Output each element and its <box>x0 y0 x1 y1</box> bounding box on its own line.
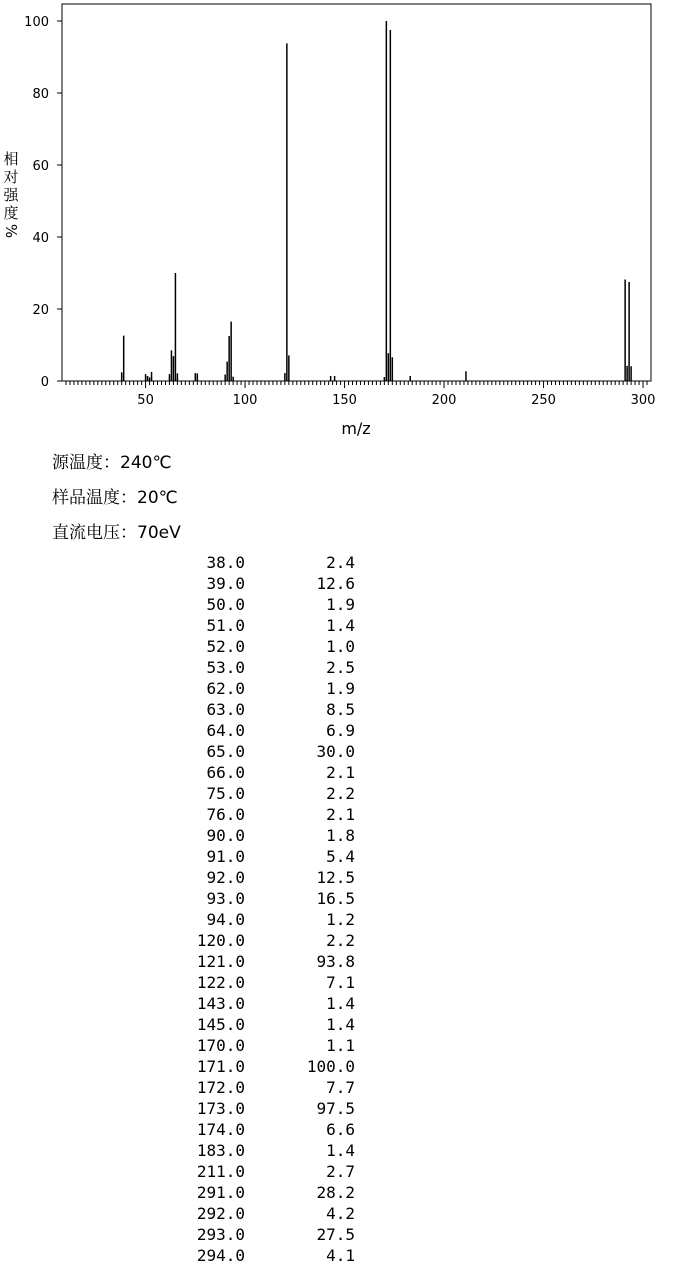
mz-value: 120.0 <box>196 931 245 950</box>
sample-temperature: 样品温度：20℃ <box>52 488 178 508</box>
abundance-value: 27.5 <box>316 1225 355 1244</box>
mz-value: 171.0 <box>196 1057 245 1076</box>
mz-value: 174.0 <box>196 1120 245 1139</box>
plot-frame <box>62 4 651 381</box>
mz-value: 92.0 <box>206 868 245 887</box>
x-axis-label: m/z <box>341 419 371 438</box>
x-tick-label: 100 <box>232 393 258 408</box>
mz-value: 65.0 <box>206 742 245 761</box>
mz-value: 122.0 <box>196 973 245 992</box>
table-row <box>150 1182 370 1203</box>
mz-value: 173.0 <box>196 1099 245 1118</box>
abundance-value: 2.4 <box>326 553 355 572</box>
mz-value: 91.0 <box>206 847 245 866</box>
mz-value: 170.0 <box>196 1036 245 1055</box>
table-row <box>150 573 370 594</box>
abundance-value: 4.1 <box>326 1246 355 1265</box>
y-axis-label-char: 强 <box>3 186 19 204</box>
table-row <box>150 762 370 783</box>
table-row <box>150 1056 370 1077</box>
abundance-value: 28.2 <box>316 1183 355 1202</box>
y-tick-label: 40 <box>32 231 49 246</box>
mz-value: 66.0 <box>206 763 245 782</box>
mz-value: 121.0 <box>196 952 245 971</box>
mz-value: 53.0 <box>206 658 245 677</box>
table-row <box>150 1203 370 1224</box>
table-row <box>150 825 370 846</box>
mz-value: 39.0 <box>206 574 245 593</box>
mz-value: 143.0 <box>196 994 245 1013</box>
table-row <box>150 951 370 972</box>
table-row <box>150 720 370 741</box>
abundance-value: 2.7 <box>326 1162 355 1181</box>
table-row <box>150 909 370 930</box>
table-row <box>150 1014 370 1035</box>
mz-value: 211.0 <box>196 1162 245 1181</box>
table-row <box>150 1161 370 1182</box>
abundance-value: 4.2 <box>326 1204 355 1223</box>
mz-value: 63.0 <box>206 700 245 719</box>
y-axis-label-percent: % <box>1 223 20 239</box>
table-row <box>150 699 370 720</box>
mz-value: 291.0 <box>196 1183 245 1202</box>
abundance-value: 7.1 <box>326 973 355 992</box>
table-row <box>150 594 370 615</box>
x-tick-label: 200 <box>431 393 457 408</box>
mz-value: 76.0 <box>206 805 245 824</box>
abundance-value: 30.0 <box>316 742 355 761</box>
table-row <box>150 972 370 993</box>
mz-value: 50.0 <box>206 595 245 614</box>
abundance-value: 1.4 <box>326 1015 355 1034</box>
table-row <box>150 804 370 825</box>
abundance-value: 1.2 <box>326 910 355 929</box>
y-tick-label: 100 <box>24 15 49 30</box>
abundance-value: 93.8 <box>316 952 355 971</box>
abundance-value: 1.8 <box>326 826 355 845</box>
mz-value: 51.0 <box>206 616 245 635</box>
mz-value: 62.0 <box>206 679 245 698</box>
abundance-value: 1.4 <box>326 616 355 635</box>
table-row <box>150 552 370 573</box>
abundance-value: 5.4 <box>326 847 355 866</box>
x-tick-label: 300 <box>630 393 656 408</box>
y-axis-label <box>0 150 22 240</box>
y-tick-label: 80 <box>32 87 49 102</box>
table-row <box>150 888 370 909</box>
table-row <box>150 615 370 636</box>
table-row <box>150 993 370 1014</box>
table-row <box>150 1224 370 1245</box>
abundance-value: 1.0 <box>326 637 355 656</box>
abundance-value: 7.7 <box>326 1078 355 1097</box>
table-row <box>150 867 370 888</box>
abundance-value: 2.1 <box>326 805 355 824</box>
mz-value: 293.0 <box>196 1225 245 1244</box>
y-tick-label: 60 <box>32 159 49 174</box>
table-row <box>150 1035 370 1056</box>
abundance-value: 2.1 <box>326 763 355 782</box>
table-row <box>150 930 370 951</box>
table-row <box>150 1119 370 1140</box>
table-row <box>150 1098 370 1119</box>
y-axis-label-char: 度 <box>3 204 19 222</box>
mz-value: 172.0 <box>196 1078 245 1097</box>
mz-value: 52.0 <box>206 637 245 656</box>
abundance-value: 100.0 <box>306 1057 355 1076</box>
table-row <box>150 1245 370 1266</box>
source-temperature: 源温度：240℃ <box>52 453 172 473</box>
abundance-value: 16.5 <box>316 889 355 908</box>
mz-value: 292.0 <box>196 1204 245 1223</box>
abundance-value: 2.2 <box>326 931 355 950</box>
y-tick-label: 0 <box>40 375 49 390</box>
mz-value: 75.0 <box>206 784 245 803</box>
abundance-value: 1.9 <box>326 679 355 698</box>
mass-spectrum-chart <box>0 0 680 445</box>
abundance-value: 1.4 <box>326 1141 355 1160</box>
mz-value: 294.0 <box>196 1246 245 1265</box>
abundance-value: 12.5 <box>316 868 355 887</box>
table-row <box>150 1140 370 1161</box>
abundance-value: 97.5 <box>316 1099 355 1118</box>
table-row <box>150 846 370 867</box>
table-row <box>150 678 370 699</box>
abundance-value: 1.9 <box>326 595 355 614</box>
y-axis-label-char: 对 <box>3 168 19 186</box>
mz-value: 183.0 <box>196 1141 245 1160</box>
table-row <box>150 657 370 678</box>
x-tick-label: 150 <box>332 393 357 408</box>
abundance-value: 1.4 <box>326 994 355 1013</box>
abundance-value: 6.6 <box>326 1120 355 1139</box>
y-tick-label: 20 <box>32 303 49 318</box>
y-axis-label-char: 相 <box>3 150 19 168</box>
mz-value: 145.0 <box>196 1015 245 1034</box>
peak-table <box>150 552 370 1266</box>
abundance-value: 2.2 <box>326 784 355 803</box>
mz-value: 64.0 <box>206 721 245 740</box>
abundance-value: 1.1 <box>326 1036 355 1055</box>
abundance-value: 8.5 <box>326 700 355 719</box>
table-row <box>150 783 370 804</box>
ionization-voltage: 直流电压：70eV <box>52 523 181 543</box>
mz-value: 38.0 <box>206 553 245 572</box>
x-tick-label: 50 <box>137 393 154 408</box>
mz-value: 94.0 <box>206 910 245 929</box>
mz-value: 93.0 <box>206 889 245 908</box>
abundance-value: 6.9 <box>326 721 355 740</box>
abundance-value: 2.5 <box>326 658 355 677</box>
x-tick-label: 250 <box>531 393 556 408</box>
table-row <box>150 636 370 657</box>
abundance-value: 12.6 <box>316 574 355 593</box>
table-row <box>150 741 370 762</box>
mz-value: 90.0 <box>206 826 245 845</box>
table-row <box>150 1077 370 1098</box>
